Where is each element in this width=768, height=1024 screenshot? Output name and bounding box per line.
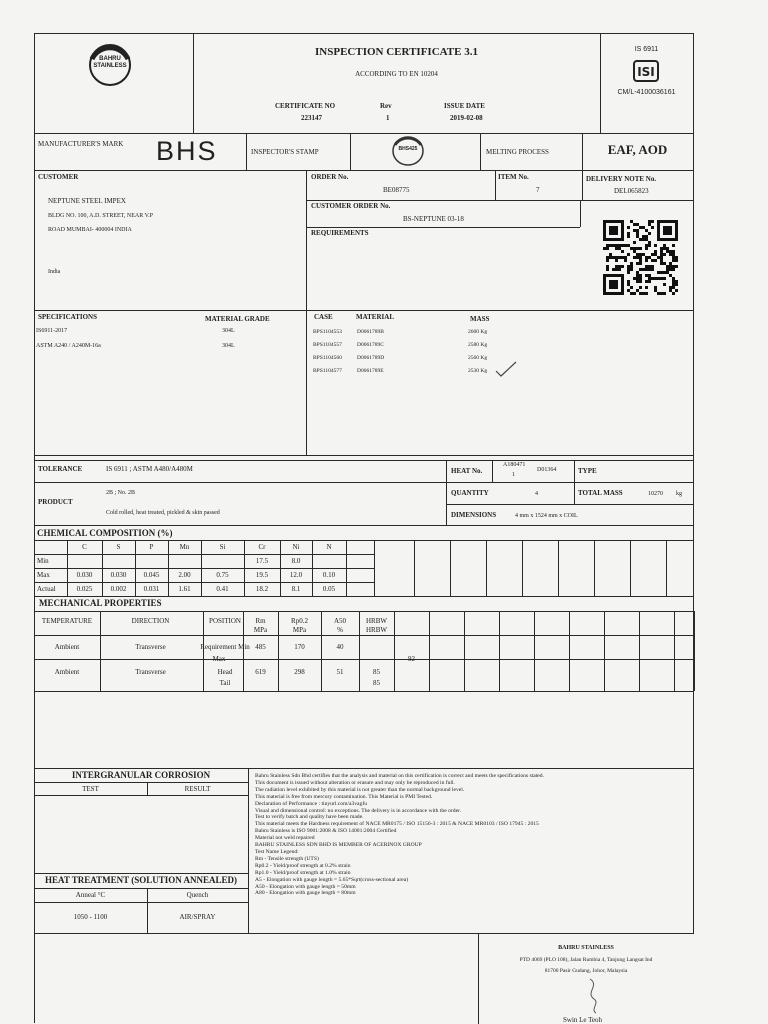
remark-line: A80 - Elongation with gauge length = 80mm — [255, 890, 356, 897]
remark-line: A5 - Elongation with gauge length = 5.65*Sqrt(cross-sectional area) — [255, 876, 409, 883]
certification-remarks — [255, 773, 691, 933]
mech-rm: 485 — [255, 643, 266, 651]
chem-col-line — [450, 540, 451, 596]
company-logo — [88, 43, 132, 87]
chemical-table — [34, 540, 694, 596]
chem-cell: 19.5 — [255, 571, 269, 579]
order-no: BE08775 — [383, 186, 410, 194]
grade-row: 304L — [222, 343, 235, 349]
quench-label: Quench — [186, 891, 209, 899]
chem-column-header: P — [149, 543, 154, 551]
remark-line: The radiation level exhibited by this material is not greater than the normal background level. — [255, 786, 465, 793]
melting-process-label: MELTING PROCESS — [486, 148, 549, 156]
case-label: CASE — [314, 313, 333, 321]
remark-line: BAHRU STAINLESS SDN BHD IS MEMBER OF ACERINOX GROUP — [255, 842, 422, 849]
certificate-no-label: CERTIFICATE NO — [275, 102, 336, 110]
chem-col-line — [486, 540, 487, 596]
mech-header-direction: DIRECTION — [131, 617, 170, 625]
issue-date: 2019-02-08 — [450, 114, 483, 122]
mech-position: Requirement Min — [200, 643, 250, 651]
rev-value: 1 — [386, 114, 390, 122]
chem-col-line — [374, 540, 375, 596]
mech-a50: 51 — [336, 668, 344, 676]
chem-column-header: S — [116, 543, 121, 551]
chem-col-line — [346, 540, 347, 596]
customer-order-label: CUSTOMER ORDER No. — [311, 202, 391, 210]
product-description: Cold rolled, heat treated, pickled & skin passed — [106, 510, 220, 516]
remark-line: This document is issued without alteration or erasure and may only be reproduced in full. — [255, 779, 455, 786]
mech-col-line — [639, 611, 640, 691]
signature — [580, 975, 610, 1015]
mech-rp: 170 — [294, 643, 305, 651]
mech-header-hrbw: HRBW — [366, 617, 387, 625]
mech-position: Head — [217, 668, 233, 676]
melting-process-value: EAF, AOD — [607, 142, 668, 157]
chem-cell: 0.10 — [322, 571, 336, 579]
chem-row-label: Max — [37, 571, 50, 579]
chem-cell: 0.002 — [110, 585, 127, 593]
rev-label: Rev — [380, 102, 392, 110]
chem-cell: 0.031 — [143, 585, 160, 593]
customer-country: India — [48, 269, 61, 275]
result-label: RESULT — [184, 785, 211, 793]
inspector-stamp — [391, 135, 425, 167]
isi-mark-icon — [633, 60, 659, 82]
chemical-composition-label: CHEMICAL COMPOSITION (%) — [37, 528, 173, 538]
quantity-label: QUANTITY — [451, 489, 489, 497]
item-no: 7 — [536, 186, 540, 194]
mech-col-line — [464, 611, 465, 691]
signatory-name: Swin Le Teoh — [563, 1016, 603, 1024]
intergranular-corrosion-label: INTERGRANULAR CORROSION — [71, 770, 211, 780]
material-no: D0061789C — [357, 342, 384, 348]
specifications-label: SPECIFICATIONS — [38, 313, 97, 321]
material-no: D0061789E — [357, 368, 384, 374]
inspector-stamp-label: INSPECTOR'S STAMP — [251, 148, 319, 156]
mech-col-line — [429, 611, 430, 691]
customer-order-no: BS-NEPTUNE 03-18 — [403, 215, 464, 223]
case-no: BPS1104577 — [313, 368, 342, 374]
chem-column-header: Cr — [258, 543, 266, 551]
heat-no-1: A180471 — [503, 462, 526, 468]
total-mass-unit: kg — [676, 491, 682, 497]
remark-line: This material meets the Hardness requirement of NACE MR0175 / ISO 15156-3 : 2015 & NACE MR0103 / ISO 17945 : 2015 — [255, 821, 539, 828]
mech-rm: 619 — [255, 668, 266, 676]
chem-col-line — [414, 540, 415, 596]
case-no: BPS1104560 — [313, 355, 342, 361]
dimensions-value: 4 mm x 1524 mm x COIL — [515, 513, 578, 519]
delivery-note-no: DEL065823 — [614, 187, 649, 195]
chem-col-line — [522, 540, 523, 596]
spec-row: IS6911-2017 — [36, 328, 68, 334]
delivery-note-label: DELIVERY NOTE No. — [586, 175, 657, 183]
bhs-mark: BHS — [156, 136, 218, 166]
remark-line: Bahru Stainless Sdn Bhd certifies that the analysis and material on this certification is correct and meets the specifications stated. — [255, 773, 544, 779]
mech-header-a50: A50 — [333, 617, 347, 625]
anneal-value: 1050 - 1100 — [73, 913, 108, 921]
chem-cell: 1.61 — [178, 585, 191, 593]
heat-no-1b: 1 — [512, 472, 515, 478]
chem-row-line — [34, 540, 374, 541]
chem-column-header: Ni — [292, 543, 300, 551]
chem-row-line — [34, 582, 374, 583]
customer-name: NEPTUNE STEEL IMPEX — [48, 197, 126, 205]
grade-row: 304L — [222, 328, 235, 334]
mech-header-rm-unit: MPa — [253, 626, 268, 634]
product-finish: 2B ; No. 2B — [106, 490, 136, 496]
chem-cell: 8.0 — [291, 557, 301, 565]
mass-label: MASS — [470, 315, 490, 323]
mech-col-line — [534, 611, 535, 691]
logo-text: BAHRU STAINLESS — [93, 56, 127, 69]
case-mass: 2530 Kg — [468, 368, 488, 374]
manufacturer-mark-label: MANUFACTURER'S MARK — [38, 140, 124, 148]
chem-cell: 0.75 — [216, 571, 229, 579]
chem-row-label: Min — [37, 557, 49, 565]
case-no: BPS1104553 — [313, 329, 342, 335]
mechanical-properties-label: MECHANICAL PROPERTIES — [39, 598, 162, 608]
mech-direction: Transverse — [135, 643, 166, 651]
heat-treatment-label: HEAT TREATMENT (SOLUTION ANNEALED) — [45, 875, 237, 885]
mech-row-line — [34, 691, 694, 692]
tolerance-value: IS 6911 ; ASTM A480/A480M — [106, 465, 193, 473]
chem-cell: 12.0 — [289, 571, 303, 579]
mech-header-rm: Rm — [255, 617, 266, 625]
remark-line: Bahru Stainless is ISO 9001:2008 & ISO 14001:2004 Certified — [255, 828, 397, 835]
chem-column-header: N — [326, 543, 332, 551]
mech-hrbw-head: 85 — [373, 668, 380, 676]
quantity-value: 4 — [535, 491, 538, 497]
according-to: ACCORDING TO EN 10204 — [355, 70, 438, 78]
mech-header-temperature: TEMPERATURE — [41, 617, 93, 625]
chem-row-line — [34, 554, 374, 555]
type-label: TYPE — [578, 467, 597, 475]
chem-cell: 0.045 — [143, 571, 160, 579]
checkmark-icon — [494, 360, 518, 378]
mech-rp: 298 — [294, 668, 305, 676]
chem-column-header: C — [82, 543, 87, 551]
chem-column-header: Mn — [179, 543, 190, 551]
item-no-label: ITEM No. — [498, 173, 529, 181]
frame-right — [693, 33, 694, 933]
chem-col-line — [558, 540, 559, 596]
heat-no-label: HEAT No. — [451, 467, 483, 475]
remark-line: Test Name Legend: — [255, 848, 299, 855]
case-mass: 2580 Kg — [468, 342, 488, 348]
chem-col-line — [594, 540, 595, 596]
chem-cell: 18.2 — [255, 585, 269, 593]
footer-company: BAHRU STAINLESS — [558, 945, 614, 951]
quench-value: AIR/SPRAY — [179, 913, 216, 921]
chem-cell: 2.00 — [178, 571, 191, 579]
remark-line: Material not weld repaired — [255, 835, 315, 842]
mech-temperature: Ambient — [54, 668, 80, 676]
chem-col-line — [34, 540, 35, 596]
remark-line: Rp0.2 - Yield/proof strength at 0.2% strain — [255, 862, 351, 869]
chem-row-label: Actual — [37, 585, 56, 593]
chem-row-line — [34, 596, 694, 597]
mech-header-hrbw-2: HRBW — [366, 626, 387, 634]
heat-no-2: D01364 — [537, 467, 557, 473]
mech-col-line — [569, 611, 570, 691]
certificate-no: 223147 — [301, 114, 322, 122]
mech-position-2: Max — [212, 655, 226, 663]
chem-cell: 0.030 — [110, 571, 127, 579]
chem-col-line — [666, 540, 667, 596]
mech-header-rp-unit: MPa — [292, 626, 307, 634]
chem-cell: 0.05 — [322, 585, 336, 593]
mech-header-rp: Rp0.2 — [291, 617, 308, 625]
cml-number: CM/L-4100036161 — [617, 89, 676, 96]
issue-date-label: ISSUE DATE — [444, 102, 485, 110]
material-label: MATERIAL — [356, 313, 394, 321]
mech-temperature: Ambient — [54, 643, 80, 651]
chem-cell: 0.030 — [76, 571, 93, 579]
customer-label: CUSTOMER — [38, 173, 79, 181]
customer-address-2: ROAD MUMBAI- 400004 INDIA — [48, 227, 132, 233]
frame-top — [34, 33, 694, 34]
chem-cell: 0.41 — [216, 585, 229, 593]
mech-col-line — [694, 611, 695, 691]
chem-cell: 8.1 — [291, 585, 301, 593]
mech-position-2: Tail — [219, 679, 231, 687]
mech-a50: 40 — [336, 643, 344, 651]
remark-line: A50 - Elongation with gauge length = 50mm — [255, 883, 356, 890]
chem-row-line — [34, 568, 374, 569]
stamp-text: BHS425 — [398, 146, 418, 152]
remark-line: Rm - Tensile strength (UTS) — [255, 855, 319, 862]
material-grade-label: MATERIAL GRADE — [205, 315, 270, 323]
chem-cell: 17.5 — [255, 557, 269, 565]
mech-hrbw-tail: 85 — [373, 679, 380, 687]
mech-col-line — [604, 611, 605, 691]
is-standard-label: IS 6911 — [634, 46, 659, 53]
mech-row-line — [34, 659, 694, 660]
chem-col-line — [630, 540, 631, 596]
mech-col-line — [499, 611, 500, 691]
remark-line: Declaration of Performance : tinyurl.com/a3vagfu — [255, 800, 367, 807]
material-no: D0061789B — [357, 329, 384, 335]
case-mass: 2560 Kg — [468, 355, 488, 361]
mechanical-table — [34, 611, 694, 693]
tolerance-label: TOLERANCE — [38, 465, 83, 473]
case-no: BPS1104557 — [313, 342, 342, 348]
mech-header-a50-unit: % — [337, 626, 343, 634]
mech-direction: Transverse — [135, 668, 166, 676]
mech-col-line — [674, 611, 675, 691]
mech-row-line — [34, 611, 694, 612]
total-mass-value: 10270 — [648, 491, 663, 497]
product-label: PRODUCT — [38, 498, 73, 506]
test-label: TEST — [82, 785, 99, 793]
dimensions-label: DIMENSIONS — [451, 511, 497, 519]
mech-row-line — [34, 635, 694, 636]
mech-col-line — [394, 611, 395, 691]
order-no-label: ORDER No. — [311, 173, 349, 181]
qr-code — [603, 220, 679, 298]
footer-address-1: PTD 4069 (PLO 108), Jalan Rumbia 4, Tanjung Langsat Ind — [519, 957, 653, 963]
remark-line: Test to verify batch and quality have been made. — [255, 814, 364, 821]
customer-address-1: BLDG NO. 100, A.D. STREET, NEAR V.P — [48, 213, 154, 219]
remark-line: This material is free from mercury contamination. This Material is PMI Tested. — [255, 793, 433, 800]
chem-column-header: Si — [219, 543, 226, 551]
requirements-label: REQUIREMENTS — [311, 229, 369, 237]
material-no: D0061789D — [357, 355, 385, 361]
case-mass: 2600 Kg — [468, 329, 488, 335]
mech-hrbw-max: 92 — [408, 655, 415, 663]
footer-address-2: 81700 Pasir Gudang, Johor, Malaysia — [544, 968, 628, 974]
remark-line: Rp1.0 - Yield/proof strength at 1.0% strain — [255, 869, 351, 876]
remark-line: Visual and dimensional control: no exceptions. The delivery is in accordance with the order. — [255, 807, 462, 814]
certificate-title: INSPECTION CERTIFICATE 3.1 — [315, 46, 478, 58]
chem-cell: 0.025 — [76, 585, 93, 593]
spec-row: ASTM A240 / A240M-16a — [36, 343, 101, 349]
anneal-label: Anneal °C — [75, 891, 106, 899]
total-mass-label: TOTAL MASS — [578, 489, 623, 497]
mech-header-position: POSITION — [209, 617, 241, 625]
svg-text:ISI: ISI — [637, 65, 655, 79]
